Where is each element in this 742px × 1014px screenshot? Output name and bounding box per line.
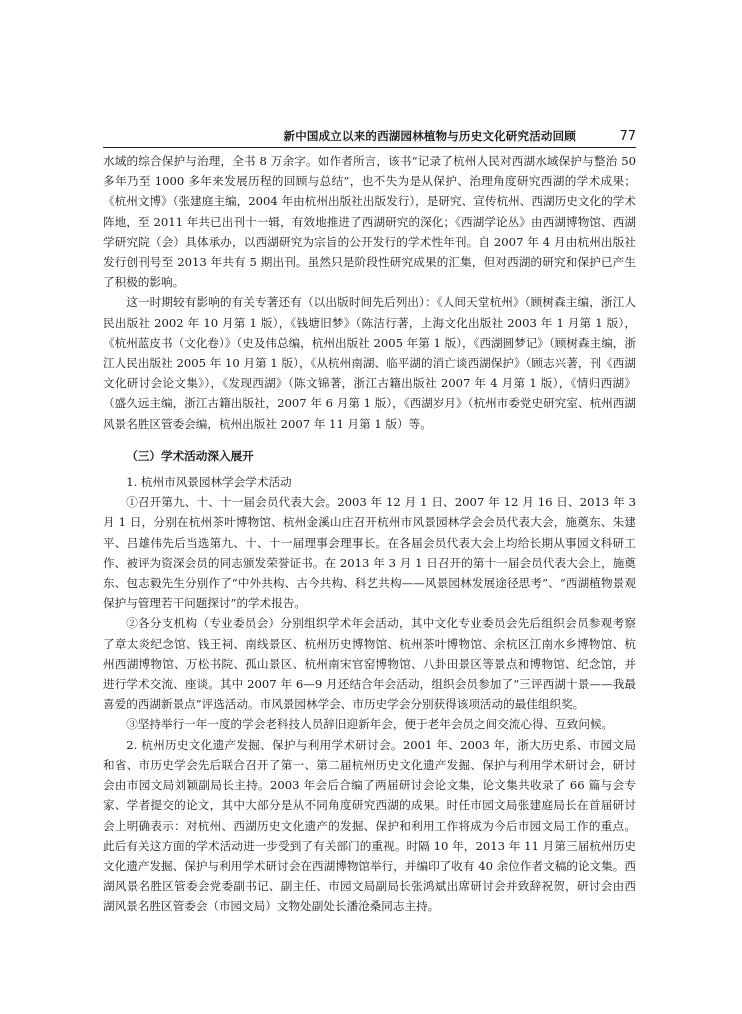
item-2-paragraph: 2. 杭州历史文化遗产发掘、保护与利用学术研讨会。2001 年、2003 年，浙大历史系、市园文局和省、市历史学会先后联合召开了第一、第二届杭州历史文化遗产发掘、保护与利用学术研讨会，研讨会由市园文局刘颖副局长主持。2003 年会后合编了两届研讨会论文集，论文集共收录了 66 篇与会专家、学者提交的论文，其中大部分是从不同角度研究西湖的成果。时任市园文局张建庭局长在首届研讨会上明确表示：对杭州、西湖历史文化遗产的发掘、保护和利用工作将成为今后市园文局工作的重点。此后有关这方面的学术活动进一步受到了有关部门的重视。时隔 10 年，2013 年 11 月第三届杭州历史文化遗产发掘、保护与利用学术研讨会在西湖博物馆举行，并编印了收有 40 余位作者文稿的论文集。西湖风景名胜区管委会党委副书记、副主任、市园文局副局长张鸿斌出席研讨会并致辞祝贺，研讨会由西湖风景名胜区管委会（市园文局）文物处副处长潘沧桑同志主持。 bbox=[103, 737, 636, 914]
section-heading: （三）学术活动深入展开 bbox=[126, 448, 254, 463]
running-header-title: 新中国成立以来的西湖园林植物与历史文化研究活动回顾 bbox=[283, 129, 576, 143]
page-body bbox=[103, 151, 636, 917]
item-1-point-2: ②各分支机构（专业委员会）分别组织学术年会活动，其中文化专业委员会先后组织会员参观考察了章太炎纪念馆、钱王祠、南线景区、杭州历史博物馆、杭州茶叶博物馆、余杭区江南水乡博物馆、杭州西湖博物馆、万松书院、孤山景区、杭州南宋官窑博物馆、八卦田景区等景点和博物馆、纪念馆，并进行学术交流、座谈。其中 2007 年 6—9 月还结合年会活动，组织会员参加了“三评西湖十景——我最喜爱的西湖新景点”评选活动。市风景园林学会、市历史学会分别获得该项活动的最佳组织奖。 bbox=[103, 616, 636, 712]
item-1-point-1: ①召开第九、十、十一届会员代表大会。2003 年 12 月 1 日、2007 年 12 月 16 日、2013 年 3 月 1 日，分别在杭州茶叶博物馆、杭州金溪山庄召开杭州市风景园林学会会员代表大会，施奠东、朱建平、吕雄伟先后当选第九、十、十一届理事会理事长。在各届会员代表大会上均给长期从事园文科研工作、被评为资深会员的同志颁发荣誉证书。在 2013 年 3 月 1 日召开的第十一届会员代表大会上，施奠东、包志毅先生分别作了“中外共构、古今共构、科艺共构——风景园林发展途径思考”、“西湖植物景观保护与管理若干问题探讨”的学术报告。 bbox=[103, 495, 636, 611]
page-number: 77 bbox=[619, 129, 636, 144]
running-header bbox=[103, 124, 636, 148]
paragraph-monographs: 这一时期较有影响的有关专著还有（以出版时间先后列出）：《人间天堂杭州》（顾树森主编，浙江人民出版社 2002 年 10 月第 1 版），《钱塘旧梦》（陈洁行著，上海文化出版社 2003 年 1 月第 1 版），《杭州蓝皮书（文化卷）》（史及伟总编，杭州出版社 2005 年第 1 版），《西湖圆梦记》（顾树森主编，浙江人民出版社 2005 年 10 月第 1 版），《从杭州南湖、临平湖的消亡谈西湖保护》（顾志兴著，刊《西湖文化研讨会论文集》），《发现西湖》（陈文锦著，浙江古籍出版社 2007 年 4 月第 1 版），《情归西湖》（盛久远主编，浙江古籍出版社，2007 年 6 月第 1 版），《西湖岁月》（杭州市委党史研究室、杭州西湖风景名胜区管委会编，杭州出版社 2007 年 11 月第 1 版）等。 bbox=[103, 295, 636, 431]
paragraph-continuation: 水域的综合保护与治理，全书 8 万余字。如作者所言，该书“记录了杭州人民对西湖水域保护与整治 50 多年乃至 1000 多年来发展历程的回顾与总结”，也不失为是从保护、治理角度研究西湖的学术成果；《杭州文博》（张建庭主编，2004 年由杭州出版社出版发行），是研究、宣传杭州、西湖历史文化的学术阵地，至 2011 年共已出刊十一辑，有效地推进了西湖研究的深化；《西湖学论丛》由西湖博物馆、西湖学研究院（会）具体承办，以西湖研究为宗旨的公开发行的学术性年刊。自 2007 年 4 月由杭州出版社发行创刊号至 2013 年共有 5 期出刊。虽然只是阶段性研究成果的汇集，但对西湖的研究和保护已产生了积极的影响。 bbox=[103, 154, 636, 290]
item-1-point-3: ③坚持举行一年一度的学会老科技人员辞旧迎新年会，便于老年会员之间交流心得、互致问候。 bbox=[126, 717, 614, 732]
item-1-title: 1. 杭州市风景园林学会学术活动 bbox=[126, 475, 292, 490]
